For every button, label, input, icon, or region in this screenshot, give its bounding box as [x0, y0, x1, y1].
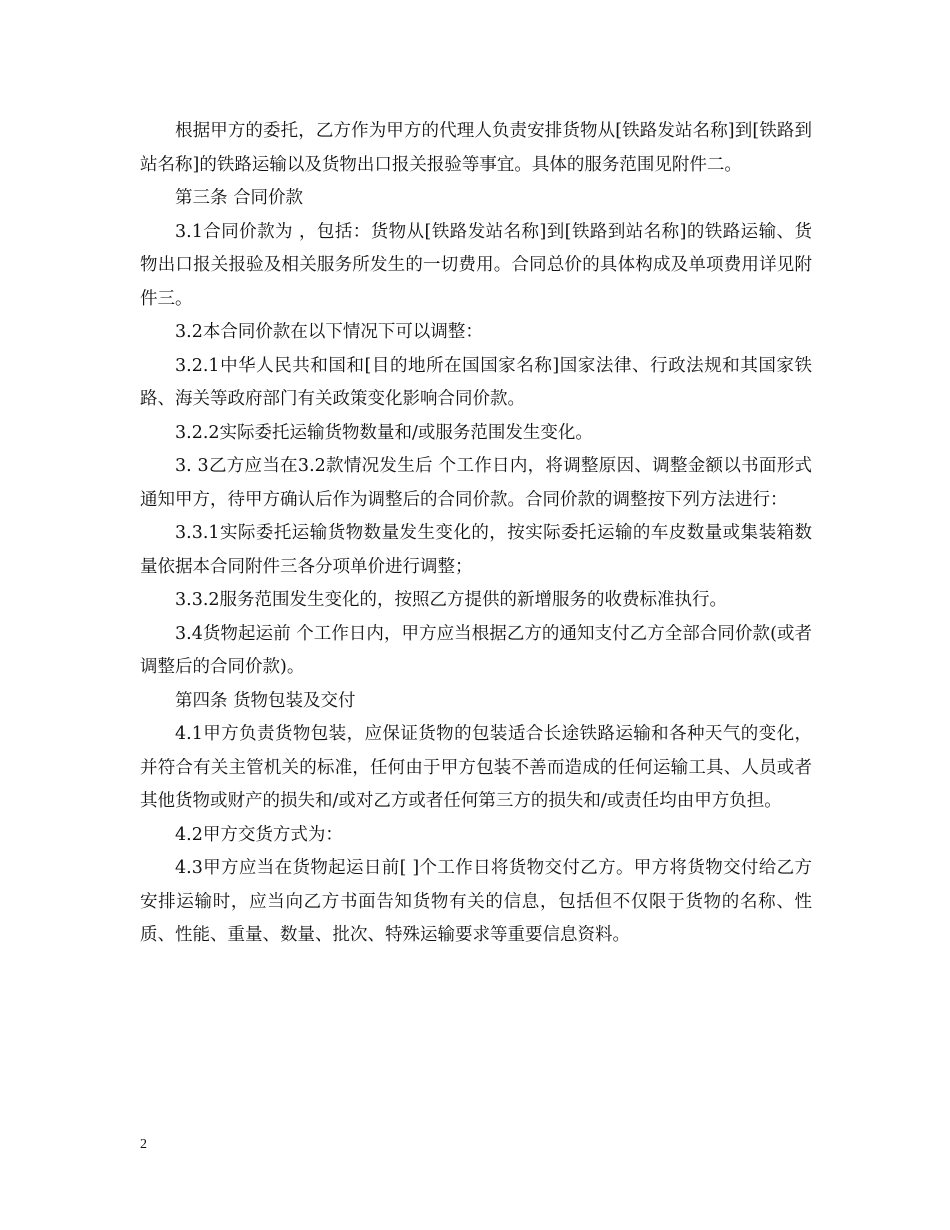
paragraph-4-3: 4.3甲方应当在货物起运日前[ ]个工作日将货物交付乙方。甲方将货物交付给乙方安排运输时，应当向乙方书面告知货物有关的信息，包括但不仅限于货物的名称、性质、性能、重量、数量、批次、特殊运输要求等重要信息资料。: [140, 858, 812, 945]
paragraph-3-1: 3.1合同价款为 ，包括：货物从[铁路发站名称]到[铁路到站名称]的铁路运输、货物出口报关报验及相关服务所发生的一切费用。合同总价的具体构成及单项费用详见附件三。: [140, 221, 812, 309]
paragraph-3-3-1: 3.3.1实际委托运输货物数量发生变化的，按实际委托运输的车皮数量或集装箱数量依据本合同附件三各分项单价进行调整；: [140, 523, 812, 577]
paragraph-3-2-1: 3.2.1中华人民共和国和[目的地所在国国家名称]国家法律、行政法规和其国家铁路、海关等政府部门有关政策变化影响合同价款。: [140, 355, 812, 409]
heading-article-3: 第三条 合同价款: [175, 188, 304, 208]
paragraph-3-3: 3. 3乙方应当在3.2款情况发生后 个工作日内，将调整原因、调整金额以书面形式通知甲方，待甲方确认后作为调整后的合同价款。合同价款的调整按下列方法进行：: [140, 456, 812, 510]
paragraph-3-2: 3.2本合同价款在以下情况下可以调整：: [175, 322, 483, 342]
paragraph-3-2-2: 3.2.2实际委托运输货物数量和/或服务范围发生变化。: [175, 422, 593, 443]
paragraph-service-scope: 根据甲方的委托，乙方作为甲方的代理人负责安排货物从[铁路发站名称]到[铁路到站名称]的铁路运输以及货物出口报关报验等事宜。具体的服务范围见附件二。: [140, 121, 812, 175]
paragraph-3-3-2: 3.3.2服务范围发生变化的，按照乙方提供的新增服务的收费标准执行。: [175, 590, 728, 610]
paragraph-4-2: 4.2甲方交货方式为：: [175, 824, 343, 845]
heading-article-4: 第四条 货物包装及交付: [175, 690, 356, 711]
paragraph-4-1: 4.1甲方负责货物包装，应保证货物的包装适合长途铁路运输和各种天气的变化，并符合有关主管机关的标准，任何由于甲方包装不善而造成的任何运输工具、人员或者其他货物或财产的损失和/或对乙方或者任何第三方的损失和/或责任均由甲方负担。: [140, 724, 812, 811]
document-body: [140, 115, 812, 953]
paragraph-3-4: 3.4货物起运前 个工作日内，甲方应当根据乙方的通知支付乙方全部合同价款(或者调整后的合同价款)。: [140, 623, 812, 677]
page-number: 2: [140, 1137, 147, 1152]
